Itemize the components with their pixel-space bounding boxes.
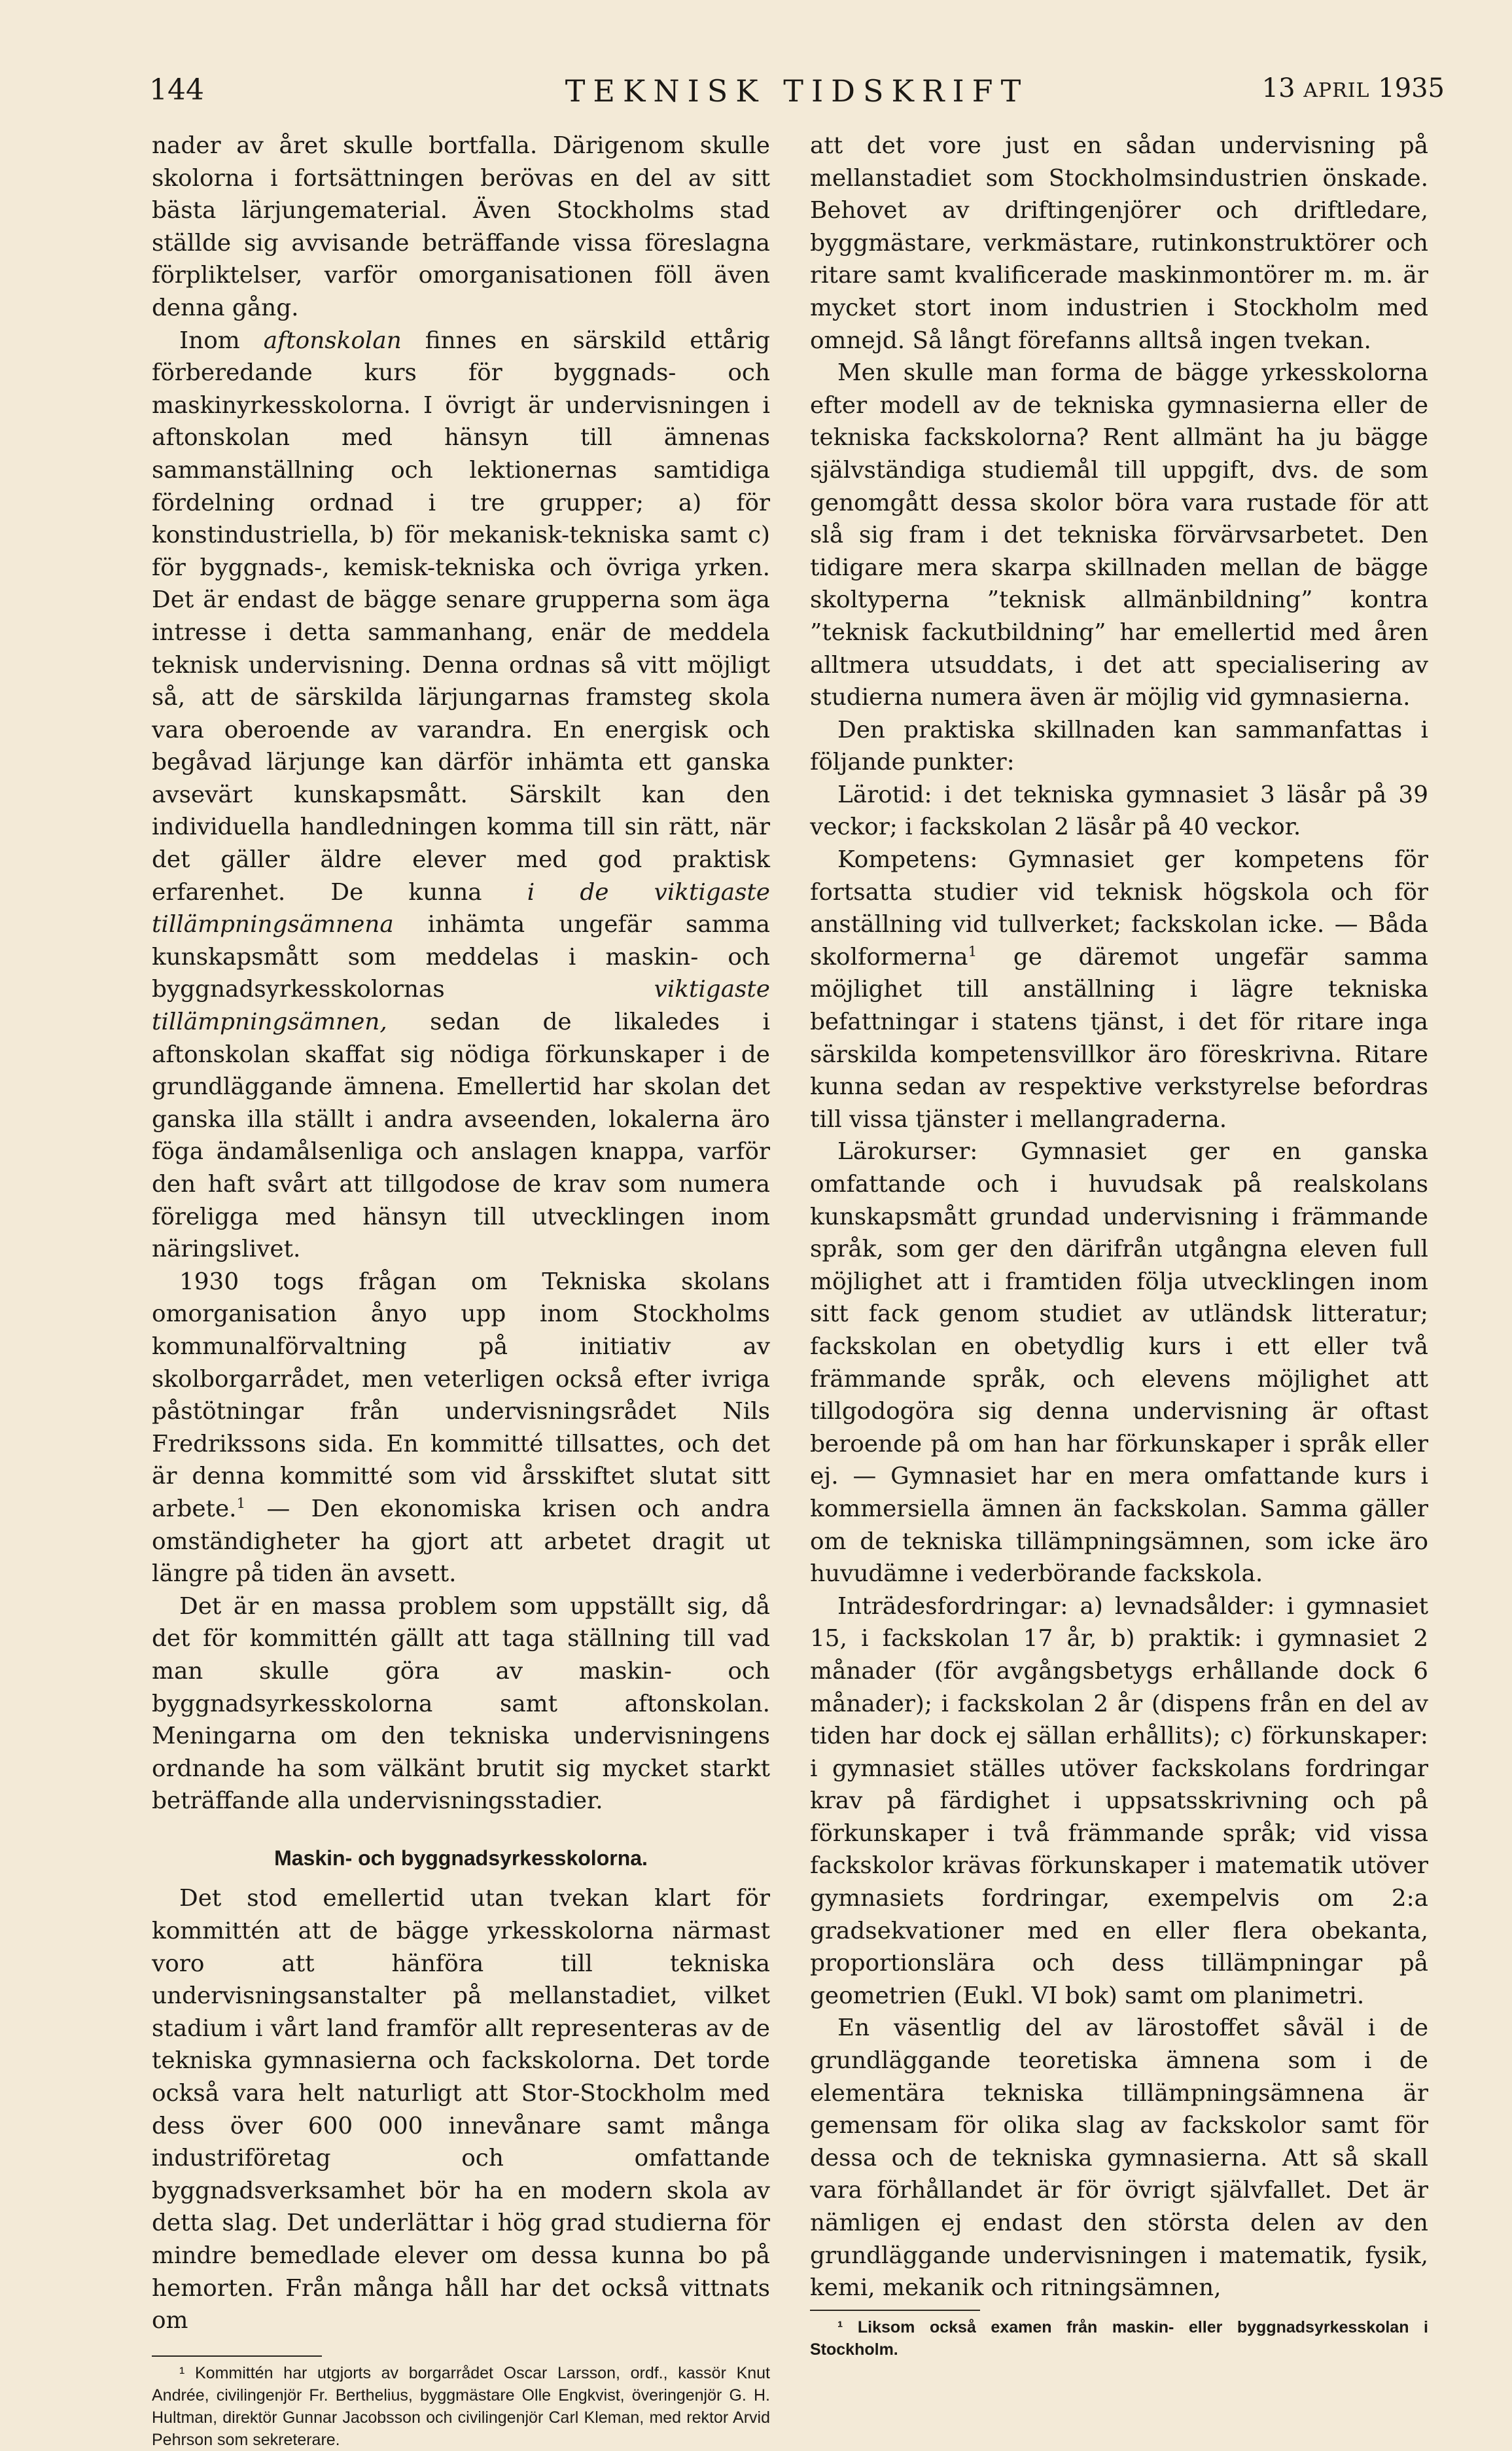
right-column bbox=[810, 130, 1428, 2361]
footnote-ref: 1 bbox=[236, 1495, 246, 1512]
section-heading: Maskin- och byggnadsyrkesskolorna. bbox=[274, 1846, 648, 1870]
footnote: ¹ Liksom också examen från maskin- eller byggnadsyrkesskolan i Stockholm. bbox=[810, 2317, 1428, 2359]
paragraph: Lärokurser: Gymnasiet ger en ganska omfattande och i huvudsak på realskolans kunskapsmått grundad undervisning i främmande språk, som ger den därifrån utgångna eleven full möjlighet att i framtiden följa utvecklingen inom sitt fack genom studiet av utländsk litteratur; fackskolan en obetydlig kurs i ett eller två främmande språk, och elevens möjlighet att tillgodogöra sig denna undervisning är oftast beroende på om han har förkunskaper i språk eller ej. — Gymnasiet har en mera omfattande kurs i kommersiella ämnen än fackskolan. Samma gäller om de tekniska tillämpningsämnen, som icke äro huvudämne i vederbörande fackskola. bbox=[810, 1138, 1428, 1588]
issue-date bbox=[1262, 73, 1445, 103]
text-run: ge däremot ungefär samma möjlighet till anställning i lägre tekniska befattningar i statens tjänst, i det för ritare inga särskilda kompetensvillkor äro föreskrivna. Ritare kunna sedan av respektive verkstyrelse befordras till vissa tjänster i mellangraderna. bbox=[810, 943, 1428, 1133]
date-year: 1935 bbox=[1378, 73, 1445, 103]
paragraph: Det är en massa problem som uppställt sig, då det för kommittén gällt att taga ställning till vad man skulle göra av maskin- och byggnadsyrkesskolorna samt aftonskolan. Meningarna om den tekniska undervisningens ordnande ha som välkänt brutit sig mycket starkt beträffande alla undervisningsstadier. bbox=[152, 1592, 770, 1815]
text-run: finnes en särskild ettårig förberedande kurs för byggnads- och maskinyrkesskolorna. I övrigt är undervisningen i aftonskolan med hänsyn till ämnenas sammanställning och lektionernas samtidiga fördelning ordnad i tre grupper; a) för konstindustriella, b) för mekanisk-tekniska samt c) för byggnads-, kemisk-tekniska och övriga yrken. Det är endast de bägge senare grupperna som äga intresse i detta sammanhang, enär de meddela teknisk undervisning. Denna ordnas så vitt möjligt så, att de särskilda lärjungarnas framsteg skola vara oberoende av varandra. En energisk och begåvad lärjunge kan därför inhämta ett ganska avsevärt kunskapsmått. Särskilt kan den individuella handledningen komma till sin rätt, när det gäller äldre elever med god praktisk erfarenhet. De kunna bbox=[152, 327, 771, 906]
left-column bbox=[152, 130, 770, 2451]
paragraph: att det vore just en sådan undervisning på mellanstadiet som Stockholmsindustrien önskade. Behovet av driftingenjörer och driftledare, byggmästare, verkmästare, rutinkonstruktörer och ritare samt kvalificerade maskinmontörer m. m. är mycket stort inom industrien i Stockholm med omnejd. Så långt förefanns alltså ingen tvekan. bbox=[810, 132, 1428, 354]
text-run: inhämta ungefär samma kunskapsmått som meddelas i maskin- och byggnadsyrkesskolornas bbox=[152, 911, 770, 1003]
footnote-divider bbox=[810, 2310, 980, 2311]
footnote-ref: 1 bbox=[968, 943, 977, 960]
paragraph: En väsentlig del av lärostoffet såväl i de grundläggande teoretiska ämnena som i de elementära tekniska tillämpningsämnena är gemensam för olika slag av fackskolor samt för dessa och de tekniska gymnasierna. Att så skall vara förhållandet är för övrigt självfallet. Det är nämligen ej endast den största delen av den grundläggande undervisningen i matematik, fysik, kemi, mekanik och ritningsämnen, bbox=[810, 2014, 1428, 2302]
text-run: Kompetens: Gymnasiet ger kompetens för fortsatta studier vid teknisk högskola och för anställning vid tullverket; fackskolan icke. — Båda skolformerna bbox=[810, 846, 1428, 971]
text-run: — Den ekonomiska krisen och andra omständigheter ha gjort att arbetet dragit ut längre på tiden än avsett. bbox=[152, 1495, 770, 1588]
paragraph: Inträdesfordringar: a) levnadsålder: i gymnasiet 15, i fackskolan 17 år, b) praktik: i gymnasiet 2 månader (för avgångsbetygs erhållande dock 6 månader); i fackskolan 2 år (dispens från en del av tiden har dock ej sällan erhållits); c) förkunskaper: i gymnasiet ställes utöver fackskolans fordringar krav på färdighet i uppsatsskrivning och på förkunskaper i två främmande språk; vid vissa fackskolor krävas förkunskaper i matematik utöver gymnasiets fordringar, exempelvis om 2:a gradsekvationer med en eller flera obekanta, proportionslära och dess tillämpningar på geometrien (Eukl. VI bok) samt om planimetri. bbox=[810, 1592, 1428, 2009]
footnote-divider bbox=[152, 2355, 322, 2357]
page-header bbox=[149, 73, 1445, 119]
text-run: 1930 togs frågan om Tekniska skolans omorganisation ånyo upp inom Stockholms kommunalförvaltning på initiativ av skolborgarrådet, men veterligen också efter ivriga påstötningar från undervisningsrådet Nils Fredrikssons sida. En kommitté tillsattes, och det är denna kommitté som vid årsskiftet slutat sitt arbete. bbox=[152, 1268, 770, 1522]
paragraph: Men skulle man forma de bägge yrkesskolorna efter modell av de tekniska gymnasierna eller de tekniska fackskolorna? Rent allmänt ha ju bägge självständiga studiemål till uppgift, dvs. de som genomgått dessa skolor böra vara rustade för att slå sig fram i det tekniska förvärvsarbetet. Den tidigare mera skarpa skillnaden mellan de bägge skoltyperna ”teknisk allmänbildning” kontra ”teknisk fackutbildning” har emellertid med åren alltmera utsuddats, i det att specialisering av studierna numera även är möjlig vid gymnasierna. bbox=[810, 359, 1428, 711]
text-run: Inom bbox=[179, 327, 264, 354]
paragraph bbox=[810, 844, 1428, 1136]
date-month: APRIL bbox=[1303, 79, 1370, 102]
journal-title: TEKNISK TIDSKRIFT bbox=[565, 73, 1029, 109]
paragraph bbox=[152, 1266, 770, 1590]
paragraph: Lärotid: i det tekniska gymnasiet 3 läsår på 39 veckor; i fackskolan 2 läsår på 40 veckor. bbox=[810, 781, 1428, 841]
page-number: 144 bbox=[149, 73, 204, 107]
paragraph bbox=[152, 325, 770, 1266]
paragraph: Den praktiska skillnaden kan sammanfattas i följande punkter: bbox=[810, 716, 1428, 776]
date-day: 13 bbox=[1261, 73, 1295, 103]
emphasis: viktigaste tillämpningsämnen, bbox=[152, 976, 770, 1036]
emphasis: aftonskolan bbox=[263, 327, 402, 354]
paragraph: Det stod emellertid utan tvekan klart för kommittén att de bägge yrkesskolorna närmast voro att hänföra till tekniska undervisningsanstalter på mellanstadiet, vilket stadium i vårt land framför allt representeras av de tekniska gymnasierna och fackskolorna. Det torde också vara helt naturligt att Stor-Stockholm med dess över 600 000 innevånare samt många industriföretag och omfattande byggnadsverksamhet bör ha en modern skola av detta slag. Det underlättar i hög grad studierna för mindre bemedlade elever om dessa kunna bo på hemorten. Från många håll har det också vittnats om bbox=[152, 1885, 770, 2335]
text-run: sedan de likaledes i aftonskolan skaffat sig nödiga förkunskaper i de grundläggande ämnena. Emellertid har skolan det ganska illa ställt i andra avseenden, lokalerna äro föga ändamålsenliga och anslagen knappa, varför den haft svårt att tillgodose de krav som numera föreligga med hänsyn till utvecklingen inom näringslivet. bbox=[152, 1009, 770, 1263]
footnote: ¹ Kommittén har utgjorts av borgarrådet Oscar Larsson, ordf., kassör Knut Andrée, civilingenjör Fr. Berthelius, byggmästare Olle Engkvist, överingenjör G. H. Hultman, direktör Gunnar Jacobsson och civilingenjör Carl Kleman, med rektor Arvid Pehrson som sekreterare. bbox=[152, 2363, 770, 2449]
emphasis: i de viktigaste tillämpningsämnena bbox=[152, 878, 770, 939]
paragraph: nader av året skulle bortfalla. Därigenom skulle skolorna i fortsättningen berövas en del av sitt bästa lärjungematerial. Även Stockholms stad ställde sig avvisande beträffande vissa föreslagna förpliktelser, varför omorganisationen föll även denna gång. bbox=[152, 132, 770, 321]
